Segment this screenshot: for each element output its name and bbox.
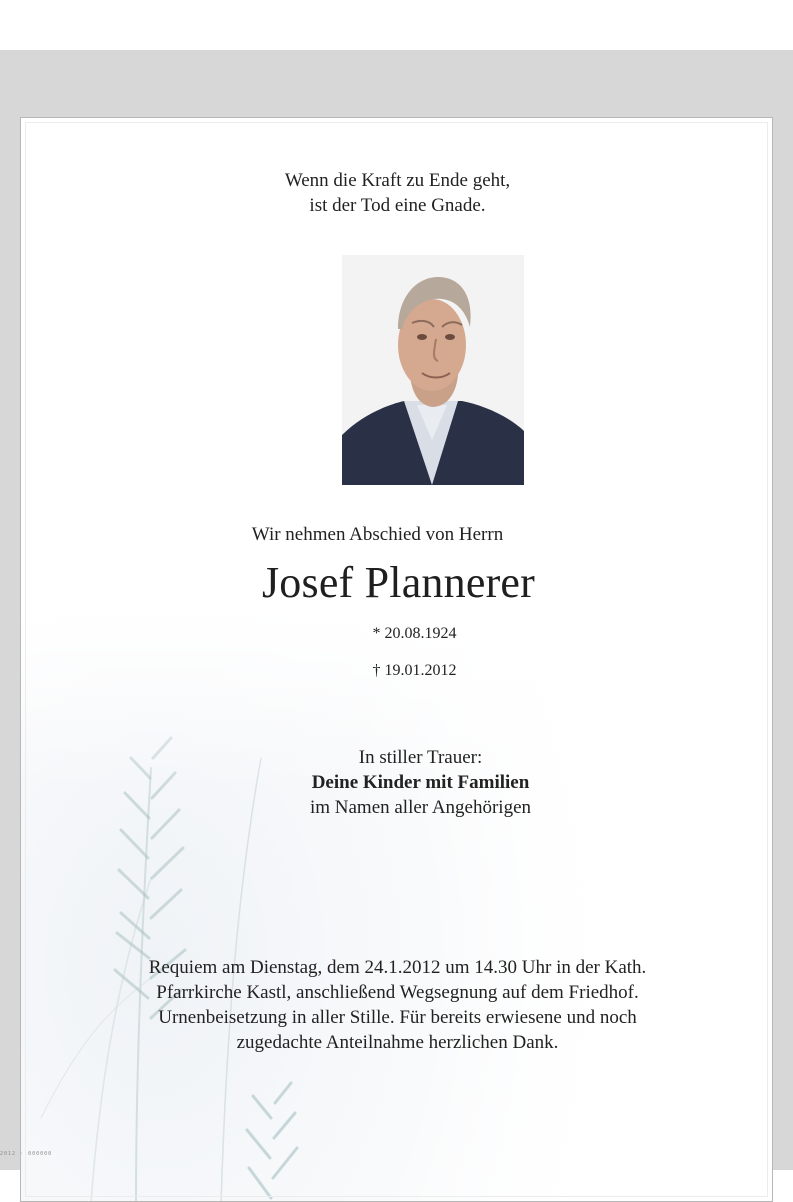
print-code: 2012 · 000000 bbox=[0, 1151, 53, 1157]
portrait-photo bbox=[342, 255, 524, 485]
death-date: † 19.01.2012 bbox=[372, 662, 457, 679]
obituary-card bbox=[20, 117, 773, 1202]
requiem-line-4: zugedachte Anteilnahme herzlichen Dank. bbox=[236, 1032, 559, 1053]
portrait-image bbox=[342, 255, 524, 485]
mourning-line-2: Deine Kinder mit Familien bbox=[311, 772, 530, 793]
mourning-line-1: In stiller Trauer: bbox=[358, 747, 483, 768]
deceased-name: Josef Plannerer bbox=[261, 558, 535, 607]
motto-line-1: Wenn die Kraft zu Ende geht, bbox=[284, 170, 511, 191]
birth-date: * 20.08.1924 bbox=[372, 625, 457, 642]
intro-line: Wir nehmen Abschied von Herrn bbox=[251, 524, 504, 545]
requiem-line-2: Pfarrkirche Kastl, anschließend Wegsegnung auf dem Friedhof. bbox=[156, 982, 639, 1003]
mourning-block bbox=[44, 745, 773, 820]
requiem-line-1: Requiem am Dienstag, dem 24.1.2012 um 14.30 Uhr in der Kath. bbox=[148, 957, 647, 978]
requiem-notice bbox=[21, 955, 773, 1055]
motto-line-2: ist der Tod eine Gnade. bbox=[309, 195, 486, 216]
requiem-line-3: Urnenbeisetzung in aller Stille. Für bereits erwiesene und noch bbox=[158, 1007, 637, 1028]
motto bbox=[21, 168, 773, 218]
mourning-line-3: im Namen aller Angehörigen bbox=[309, 797, 532, 818]
page-frame bbox=[0, 50, 793, 1170]
